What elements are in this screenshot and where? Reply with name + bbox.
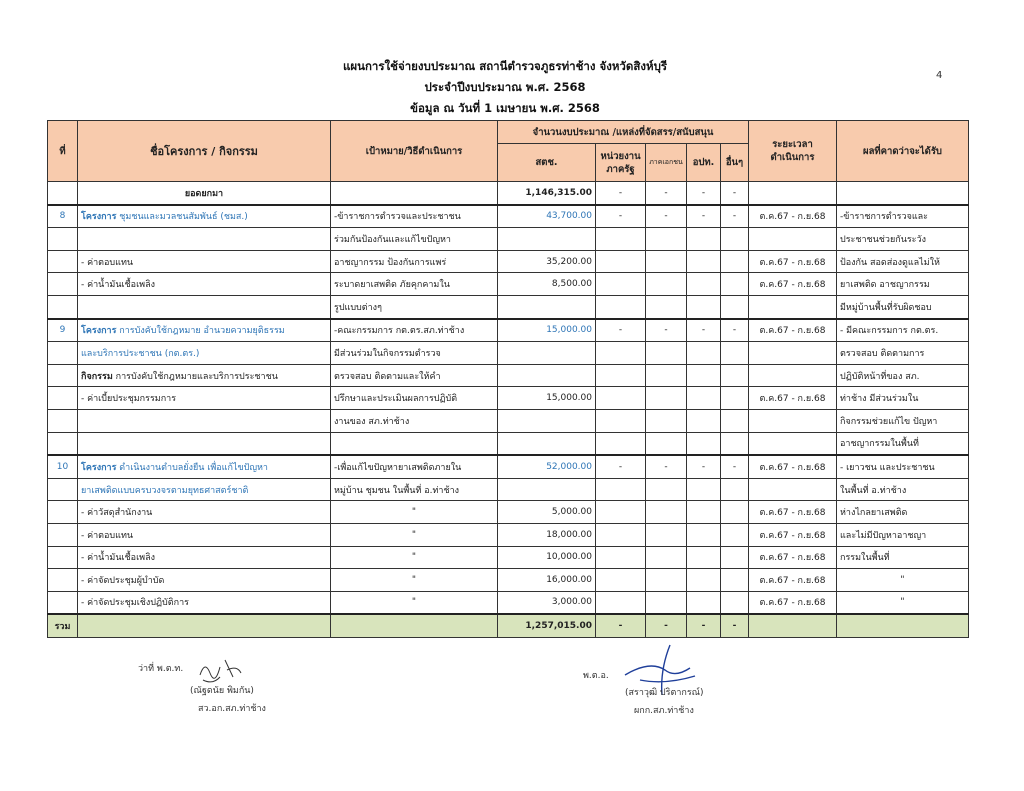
budget-amount: 43,700.00 [498, 205, 596, 228]
outcome-cell: - มีคณะกรรมการ กต.ตร. [837, 319, 969, 342]
local-amount [687, 250, 721, 273]
project-name [78, 523, 331, 546]
document-title: แผนการใช้จ่ายงบประมาณ สถานีตำรวจภูธรท่าช้าง จังหวัดสิงห์บุรี [342, 59, 668, 73]
period-cell: ต.ค.67 - ก.ย.68 [749, 250, 837, 273]
name-text: - ค่าตอบแทน [81, 257, 134, 268]
budget-amount: 5,000.00 [498, 501, 596, 524]
gov-amount: - [596, 319, 646, 342]
name-text: ยาเสพติดแบบครบวงจรตามยุทธศาสตร์ชาติ [81, 485, 249, 496]
outcome-cell: ตรวจสอบ ติดตามการ [837, 342, 969, 365]
name-text: - ค่าน้ำมันเชื้อเพลิง [81, 553, 155, 564]
table-row [48, 569, 969, 592]
table-row [48, 387, 969, 410]
name-text: - ค่าน้ำมันเชื้อเพลิง [81, 280, 155, 291]
target-cell: หมู่บ้าน ชุมชน ในพื้นที่ อ.ท่าช้าง [331, 478, 498, 501]
budget-amount [498, 478, 596, 501]
budget-amount: 52,000.00 [498, 455, 596, 478]
other-amount: - [721, 182, 749, 205]
col-other: อื่นๆ [721, 144, 749, 182]
outcome-cell: และไม่มีปัญหาอาชญา [837, 523, 969, 546]
project-name [78, 182, 331, 205]
private-amount [646, 364, 687, 387]
budget-amount [498, 228, 596, 251]
other-amount [721, 432, 749, 455]
table-row [48, 273, 969, 296]
gov-amount [596, 432, 646, 455]
budget-amount: 15,000.00 [498, 319, 596, 342]
table-row [48, 478, 969, 501]
local-amount [687, 364, 721, 387]
outcome-cell [837, 614, 969, 637]
gov-amount: - [596, 182, 646, 205]
project-name [78, 295, 331, 318]
local-amount [687, 387, 721, 410]
other-amount: - [721, 319, 749, 342]
local-amount [687, 228, 721, 251]
row-number [48, 342, 78, 365]
project-name [78, 546, 331, 569]
target-cell: มีส่วนร่วมในกิจกรรมตำรวจ [331, 342, 498, 365]
period-cell: ต.ค.67 - ก.ย.68 [749, 569, 837, 592]
period-cell: ต.ค.67 - ก.ย.68 [749, 501, 837, 524]
period-cell [749, 478, 837, 501]
gov-amount [596, 569, 646, 592]
outcome-cell: ป้องกัน สอดส่องดูแลไม่ให้ [837, 250, 969, 273]
gov-amount [596, 387, 646, 410]
table-row [48, 432, 969, 455]
outcome-cell: มีหมู่บ้านพื้นที่รับผิดชอบ [837, 295, 969, 318]
local-amount [687, 409, 721, 432]
target-cell: อาชญากรรม ป้องกันการแพร่ [331, 250, 498, 273]
project-name [78, 205, 331, 228]
private-amount [646, 387, 687, 410]
period-cell: ต.ค.67 - ก.ย.68 [749, 319, 837, 342]
other-amount [721, 387, 749, 410]
gov-amount [596, 501, 646, 524]
period-cell [749, 228, 837, 251]
outcome-cell: ปฏิบัติหน้าที่ของ สภ. [837, 364, 969, 387]
table-row [48, 319, 969, 342]
project-name [78, 478, 331, 501]
row-number [48, 501, 78, 524]
period-cell: ต.ค.67 - ก.ย.68 [749, 387, 837, 410]
project-name [78, 387, 331, 410]
gov-amount [596, 591, 646, 614]
table-row [48, 342, 969, 365]
name-text: - ค่าวัสดุสำนักงาน [81, 508, 153, 519]
gov-amount [596, 546, 646, 569]
budget-amount: 1,146,315.00 [498, 182, 596, 205]
target-cell: ระบาดยาเสพติด ภัยคุกคามใน [331, 273, 498, 296]
gov-amount [596, 273, 646, 296]
local-amount: - [687, 614, 721, 637]
name-prefix: โครงการ [81, 212, 117, 223]
gov-amount [596, 295, 646, 318]
col-outcome: ผลที่คาดว่าจะได้รับ [837, 121, 969, 182]
project-name [78, 228, 331, 251]
page-number: 4 [936, 70, 943, 81]
total-row [48, 614, 969, 637]
budget-amount [498, 364, 596, 387]
local-amount [687, 501, 721, 524]
budget-amount: 8,500.00 [498, 273, 596, 296]
budget-amount: 16,000.00 [498, 569, 596, 592]
name-text: - ค่าตอบแทน [81, 530, 134, 541]
private-amount [646, 409, 687, 432]
table-row [48, 455, 969, 478]
period-cell: ต.ค.67 - ก.ย.68 [749, 591, 837, 614]
col-budget: สตช. [498, 144, 596, 182]
gov-amount [596, 342, 646, 365]
name-text: ยอดยกมา [184, 188, 224, 199]
other-amount: - [721, 205, 749, 228]
period-cell [749, 409, 837, 432]
budget-amount: 1,257,015.00 [498, 614, 596, 637]
period-cell: ต.ค.67 - ก.ย.68 [749, 523, 837, 546]
row-number [48, 409, 78, 432]
project-name [78, 614, 331, 637]
table-row [48, 295, 969, 318]
private-amount [646, 501, 687, 524]
row-number [48, 387, 78, 410]
target-cell: งานของ สภ.ท่าช้าง [331, 409, 498, 432]
outcome-cell: ห่างไกลยาเสพติด [837, 501, 969, 524]
other-amount [721, 295, 749, 318]
gov-amount [596, 523, 646, 546]
row-number [48, 523, 78, 546]
local-amount [687, 342, 721, 365]
row-number: 9 [48, 319, 78, 342]
row-number [48, 250, 78, 273]
period-cell: ต.ค.67 - ก.ย.68 [749, 546, 837, 569]
target-cell: " [331, 591, 498, 614]
project-name [78, 319, 331, 342]
project-name [78, 250, 331, 273]
project-name [78, 364, 331, 387]
other-amount [721, 228, 749, 251]
other-amount [721, 546, 749, 569]
period-cell: ต.ค.67 - ก.ย.68 [749, 455, 837, 478]
other-amount [721, 364, 749, 387]
project-name [78, 409, 331, 432]
target-cell: " [331, 546, 498, 569]
private-amount: - [646, 319, 687, 342]
gov-amount [596, 250, 646, 273]
row-number: 10 [48, 455, 78, 478]
target-cell: ปรึกษาและประเมินผลการปฏิบัติ [331, 387, 498, 410]
local-amount [687, 478, 721, 501]
period-cell [749, 342, 837, 365]
private-amount: - [646, 614, 687, 637]
name-prefix: กิจกรรม [81, 371, 113, 382]
local-amount: - [687, 455, 721, 478]
row-number [48, 228, 78, 251]
gov-amount: - [596, 205, 646, 228]
outcome-cell: ยาเสพติด อาชญากรรม [837, 273, 969, 296]
project-name [78, 501, 331, 524]
right-signer-position: ผกก.สภ.ท่าช้าง [634, 706, 694, 716]
period-cell [749, 432, 837, 455]
other-amount [721, 250, 749, 273]
outcome-cell: -ข้าราชการตำรวจและ [837, 205, 969, 228]
period-cell: ต.ค.67 - ก.ย.68 [749, 205, 837, 228]
row-number [48, 478, 78, 501]
period-cell [749, 364, 837, 387]
private-amount: - [646, 455, 687, 478]
local-amount [687, 295, 721, 318]
row-number [48, 432, 78, 455]
project-name [78, 432, 331, 455]
private-amount [646, 432, 687, 455]
row-number [48, 182, 78, 205]
table-row [48, 501, 969, 524]
other-amount [721, 523, 749, 546]
local-amount [687, 273, 721, 296]
other-amount [721, 342, 749, 365]
name-text: การบังคับใช้กฎหมาย อำนวยความยุติธรรม [119, 326, 285, 337]
period-cell [749, 182, 837, 205]
table-row [48, 228, 969, 251]
budget-table [47, 120, 969, 638]
left-signer-name: (ณัฐดนัย พิมกัน) [190, 686, 254, 696]
private-amount [646, 591, 687, 614]
outcome-cell: - เยาวชน และประชาชน [837, 455, 969, 478]
private-amount [646, 250, 687, 273]
private-amount [646, 228, 687, 251]
gov-amount [596, 364, 646, 387]
name-text: ชุมชนและมวลชนสัมพันธ์ (ชมส.) [119, 212, 248, 223]
outcome-cell: ในพื้นที่ อ.ท่าช้าง [837, 478, 969, 501]
fiscal-year: ประจำปีงบประมาณ พ.ศ. 2568 [424, 80, 586, 94]
table-row [48, 364, 969, 387]
other-amount [721, 591, 749, 614]
other-amount: - [721, 455, 749, 478]
target-cell: รูปแบบต่างๆ [331, 295, 498, 318]
private-amount [646, 569, 687, 592]
budget-amount [498, 409, 596, 432]
target-cell: -คณะกรรมการ กต.ตร.สภ.ท่าช้าง [331, 319, 498, 342]
period-cell: ต.ค.67 - ก.ย.68 [749, 273, 837, 296]
target-cell: " [331, 523, 498, 546]
name-text: - ค่าจัดประชุมผู้บำบัด [81, 575, 165, 586]
table-row [48, 182, 969, 205]
col-gov: หน่วยงาน ภาครัฐ [596, 144, 646, 182]
outcome-cell: ประชาชนช่วยกันระวัง [837, 228, 969, 251]
row-number [48, 546, 78, 569]
project-name [78, 591, 331, 614]
budget-amount: 15,000.00 [498, 387, 596, 410]
row-number [48, 364, 78, 387]
outcome-cell: " [837, 591, 969, 614]
left-signer-position: สว.อก.สภ.ท่าช้าง [198, 704, 266, 714]
col-private: ภาคเอกชน [646, 144, 687, 182]
col-budget-group: จำนวนงบประมาณ /แหล่งที่จัดสรร/สนับสนุน [498, 121, 749, 144]
table-row [48, 250, 969, 273]
row-number [48, 569, 78, 592]
table-row [48, 409, 969, 432]
outcome-cell: กิจกรรมช่วยแก้ไข ปัญหา [837, 409, 969, 432]
target-cell: -ข้าราชการตำรวจและประชาชน [331, 205, 498, 228]
table-row [48, 546, 969, 569]
private-amount: - [646, 205, 687, 228]
data-date: ข้อมูล ณ วันที่ 1 เมษายน พ.ศ. 2568 [410, 101, 600, 115]
row-number [48, 273, 78, 296]
gov-amount: - [596, 614, 646, 637]
budget-amount [498, 342, 596, 365]
project-name [78, 273, 331, 296]
outcome-cell: ท่าช้าง มีส่วนร่วมใน [837, 387, 969, 410]
col-local: อปท. [687, 144, 721, 182]
name-text: และบริการประชาชน (กต.ตร.) [81, 348, 200, 359]
right-signer-rank: พ.ต.อ. [583, 671, 609, 681]
target-cell: " [331, 569, 498, 592]
target-cell: -เพื่อแก้ไขปัญหายาเสพติดภายใน [331, 455, 498, 478]
row-number [48, 295, 78, 318]
budget-amount: 18,000.00 [498, 523, 596, 546]
col-target: เป้าหมาย/วิธีดำเนินการ [331, 121, 498, 182]
local-amount [687, 569, 721, 592]
other-amount [721, 409, 749, 432]
other-amount [721, 478, 749, 501]
outcome-cell: " [837, 569, 969, 592]
other-amount [721, 569, 749, 592]
row-number: รวม [48, 614, 78, 637]
gov-amount [596, 228, 646, 251]
budget-amount [498, 432, 596, 455]
target-cell [331, 432, 498, 455]
col-name: ชื่อโครงการ / กิจกรรม [78, 121, 331, 182]
table-row [48, 591, 969, 614]
name-text: การบังคับใช้กฎหมายและบริการประชาชน [115, 371, 278, 382]
row-number: 8 [48, 205, 78, 228]
row-number [48, 591, 78, 614]
gov-amount [596, 478, 646, 501]
local-amount [687, 591, 721, 614]
name-prefix: โครงการ [81, 462, 117, 473]
period-cell [749, 295, 837, 318]
project-name [78, 342, 331, 365]
private-amount [646, 523, 687, 546]
budget-amount: 35,200.00 [498, 250, 596, 273]
private-amount [646, 342, 687, 365]
target-cell [331, 182, 498, 205]
period-cell [749, 614, 837, 637]
private-amount [646, 295, 687, 318]
local-amount: - [687, 205, 721, 228]
budget-amount: 3,000.00 [498, 591, 596, 614]
target-cell: " [331, 501, 498, 524]
budget-amount: 10,000.00 [498, 546, 596, 569]
col-no: ที่ [48, 121, 78, 182]
name-text: - ค่าเบี้ยประชุมกรรมการ [81, 394, 177, 405]
target-cell [331, 614, 498, 637]
local-amount [687, 546, 721, 569]
gov-amount: - [596, 455, 646, 478]
target-cell: ร่วมกันป้องกันและแก้ไขปัญหา [331, 228, 498, 251]
local-amount [687, 523, 721, 546]
other-amount: - [721, 614, 749, 637]
left-signature-icon [195, 655, 245, 685]
private-amount [646, 273, 687, 296]
private-amount [646, 478, 687, 501]
budget-amount [498, 295, 596, 318]
right-signer-name: (สราวุฒิ ปริตากรณ์) [625, 688, 704, 698]
target-cell: ตรวจสอบ ติดตามและให้คำ [331, 364, 498, 387]
project-name [78, 455, 331, 478]
other-amount [721, 273, 749, 296]
outcome-cell [837, 182, 969, 205]
local-amount [687, 432, 721, 455]
outcome-cell: อาชญากรรมในพื้นที่ [837, 432, 969, 455]
name-prefix: โครงการ [81, 326, 117, 337]
table-row [48, 523, 969, 546]
outcome-cell: กรรมในพื้นที่ [837, 546, 969, 569]
private-amount [646, 546, 687, 569]
local-amount: - [687, 319, 721, 342]
gov-amount [596, 409, 646, 432]
table-row [48, 205, 969, 228]
local-amount: - [687, 182, 721, 205]
col-period: ระยะเวลา ดำเนินการ [749, 121, 837, 182]
name-text: - ค่าจัดประชุมเชิงปฏิบัติการ [81, 598, 189, 609]
private-amount: - [646, 182, 687, 205]
left-signer-rank: ว่าที่ พ.ต.ท. [138, 664, 184, 674]
other-amount [721, 501, 749, 524]
project-name [78, 569, 331, 592]
name-text: ดำเนินงานตำบลยั่งยืน เพื่อแก้ไขปัญหา [119, 462, 268, 473]
